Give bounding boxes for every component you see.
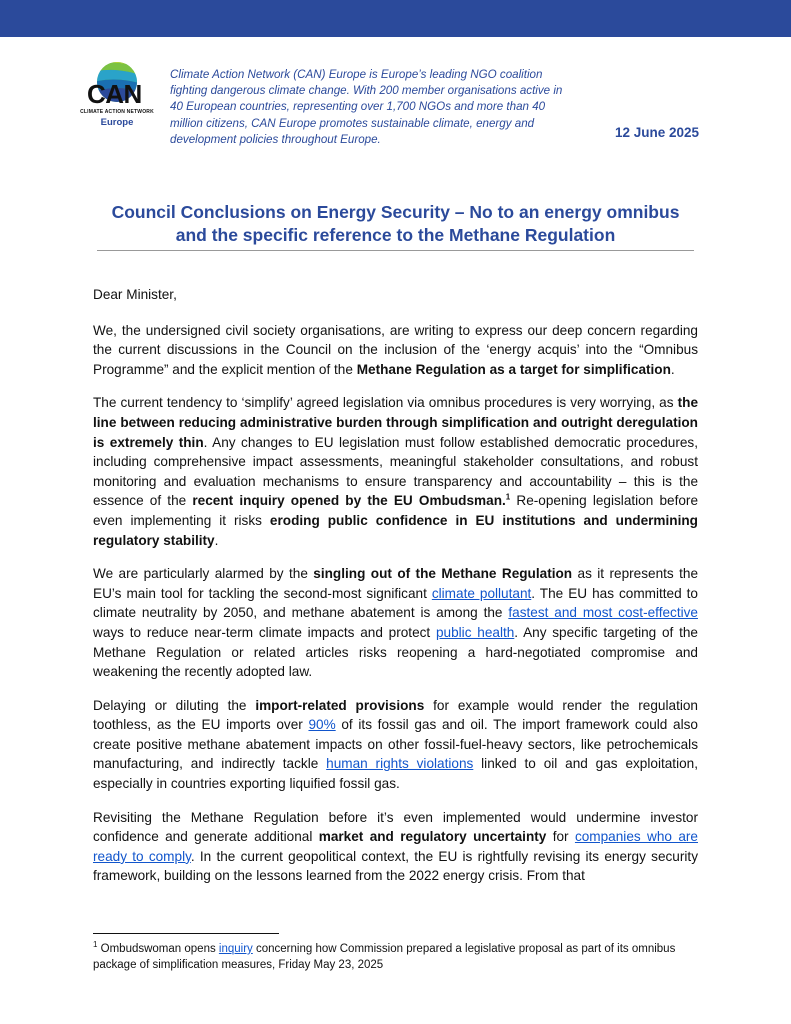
cost-effective-link[interactable]: fastest and most cost-effective (508, 605, 698, 621)
title-line-1: Council Conclusions on Energy Security – No to an energy omnibus (111, 202, 680, 222)
text: ways to reduce near-term climate impacts and protect (93, 624, 436, 640)
inquiry-link[interactable]: inquiry (218, 943, 253, 955)
text: Re-opening legislation before even implementing it risks (93, 493, 699, 528)
greeting: Dear Minister, (93, 287, 177, 302)
organisation-blurb: Climate Action Network (CAN) Europe is Europe’s leading NGO coalition fighting dangerous climate change. With 200 member organisations active in 40 European countries, representing over 1,700 NGOs and more than 40 million citizens, CAN Europe promotes sustainable climate, energy and development policies throughout Europe. (170, 68, 563, 146)
bold-text: eroding public confidence in EU institutions and undermining regulatory stability (93, 512, 698, 548)
footnote-ref[interactable]: 1 (505, 492, 511, 502)
logo-region-label: Europe (100, 117, 134, 128)
text: Ombudswoman opens (97, 943, 219, 955)
letter-title (92, 201, 699, 247)
bold-text: market and regulatory uncertainty (318, 829, 547, 845)
title-line-2: and the specific reference to the Methane Regulation (175, 225, 616, 245)
footnote-divider (93, 933, 279, 934)
climate-pollutant-link[interactable]: climate pollutant (431, 585, 532, 601)
imports-90-percent-link[interactable]: 90% (308, 717, 336, 733)
paragraph-2 (93, 393, 698, 550)
text: linked to oil and gas exploitation, especially in countries exporting liquified fossil gas. (93, 756, 698, 792)
paragraph-1 (93, 321, 698, 380)
text: for example would render the regulation toothless, as the EU imports over (93, 697, 698, 733)
bold-text: Methane Regulation as a target for simplification (356, 361, 671, 377)
public-health-link[interactable]: public health (435, 624, 515, 640)
footnote (93, 941, 703, 973)
companies-ready-link[interactable]: companies who are ready to comply (93, 829, 698, 864)
text: . In the current geopolitical context, the EU is rightfully revising its energy security framework, building on the lessons learned from the 2022 energy crisis. From that (93, 848, 698, 884)
letter-body (93, 285, 698, 900)
text: Revisiting the Methane Regulation before it’s even implemented would undermine investor confidence and generate additional (93, 809, 698, 845)
text: The current tendency to ‘simplify’ agreed legislation via omnibus procedures is very worrying, as (93, 395, 678, 411)
top-banner (0, 0, 791, 37)
text: . Any changes to EU legislation must follow established democratic procedures, including comprehensive impact assessments, meaningful stakeholder consultations, and robust monitoring and evaluation mechanisms to ensure transparency and accountability – this is the essence of the (93, 434, 698, 509)
bold-text: the line between reducing administrative burden through simplification and outright deregulation is extremely thin (93, 395, 698, 450)
text: as it represents the EU’s main tool for tackling the second-most significant (93, 566, 699, 601)
bold-text: recent inquiry opened by the EU Ombudsman. (192, 493, 506, 509)
text: concerning how Commission prepared a legislative proposal as part of its omnibus package of simplification measures, Friday May 23, 2025 (93, 943, 676, 971)
footnote-number: 1 (93, 940, 98, 950)
title-divider (97, 250, 694, 251)
bold-text: import-related provisions (255, 697, 425, 713)
text: We, the undersigned civil society organisations, are writing to express our deep concern regarding the current discussions in the Council on the inclusion of the ‘energy acquis’ into the “Omnibus Programme” and the explicit mention of the (93, 322, 698, 377)
text: for (546, 829, 575, 845)
logo-network-label: CLIMATE ACTION NETWORK (80, 109, 154, 115)
text: We are particularly alarmed by the (93, 566, 314, 582)
paragraph-3 (93, 564, 698, 682)
logo-wordmark: CAN (87, 79, 142, 109)
paragraph-5 (93, 808, 698, 886)
text: . (670, 361, 675, 377)
human-rights-link[interactable]: human rights violations (326, 756, 474, 772)
text: . (214, 532, 219, 548)
paragraph-4 (93, 696, 698, 794)
text: of its fossil gas and oil. The import framework could also create positive methane abatement impacts on other fossil-fuel-heavy sectors, like petrochemicals manufacturing, and indirectly tackle (93, 717, 698, 772)
bold-text: singling out of the Methane Regulation (313, 566, 573, 582)
text: Delaying or diluting the (93, 697, 256, 713)
text: . Any specific targeting of the Methane Regulation or related articles risks reopening a hard-negotiated compromise and weakening the recently adopted law. (93, 624, 698, 680)
letter-date: 12 June 2025 (614, 125, 699, 140)
text: . The EU has committed to climate neutrality by 2050, and methane abatement is among the (93, 585, 698, 621)
can-europe-logo (76, 60, 158, 150)
